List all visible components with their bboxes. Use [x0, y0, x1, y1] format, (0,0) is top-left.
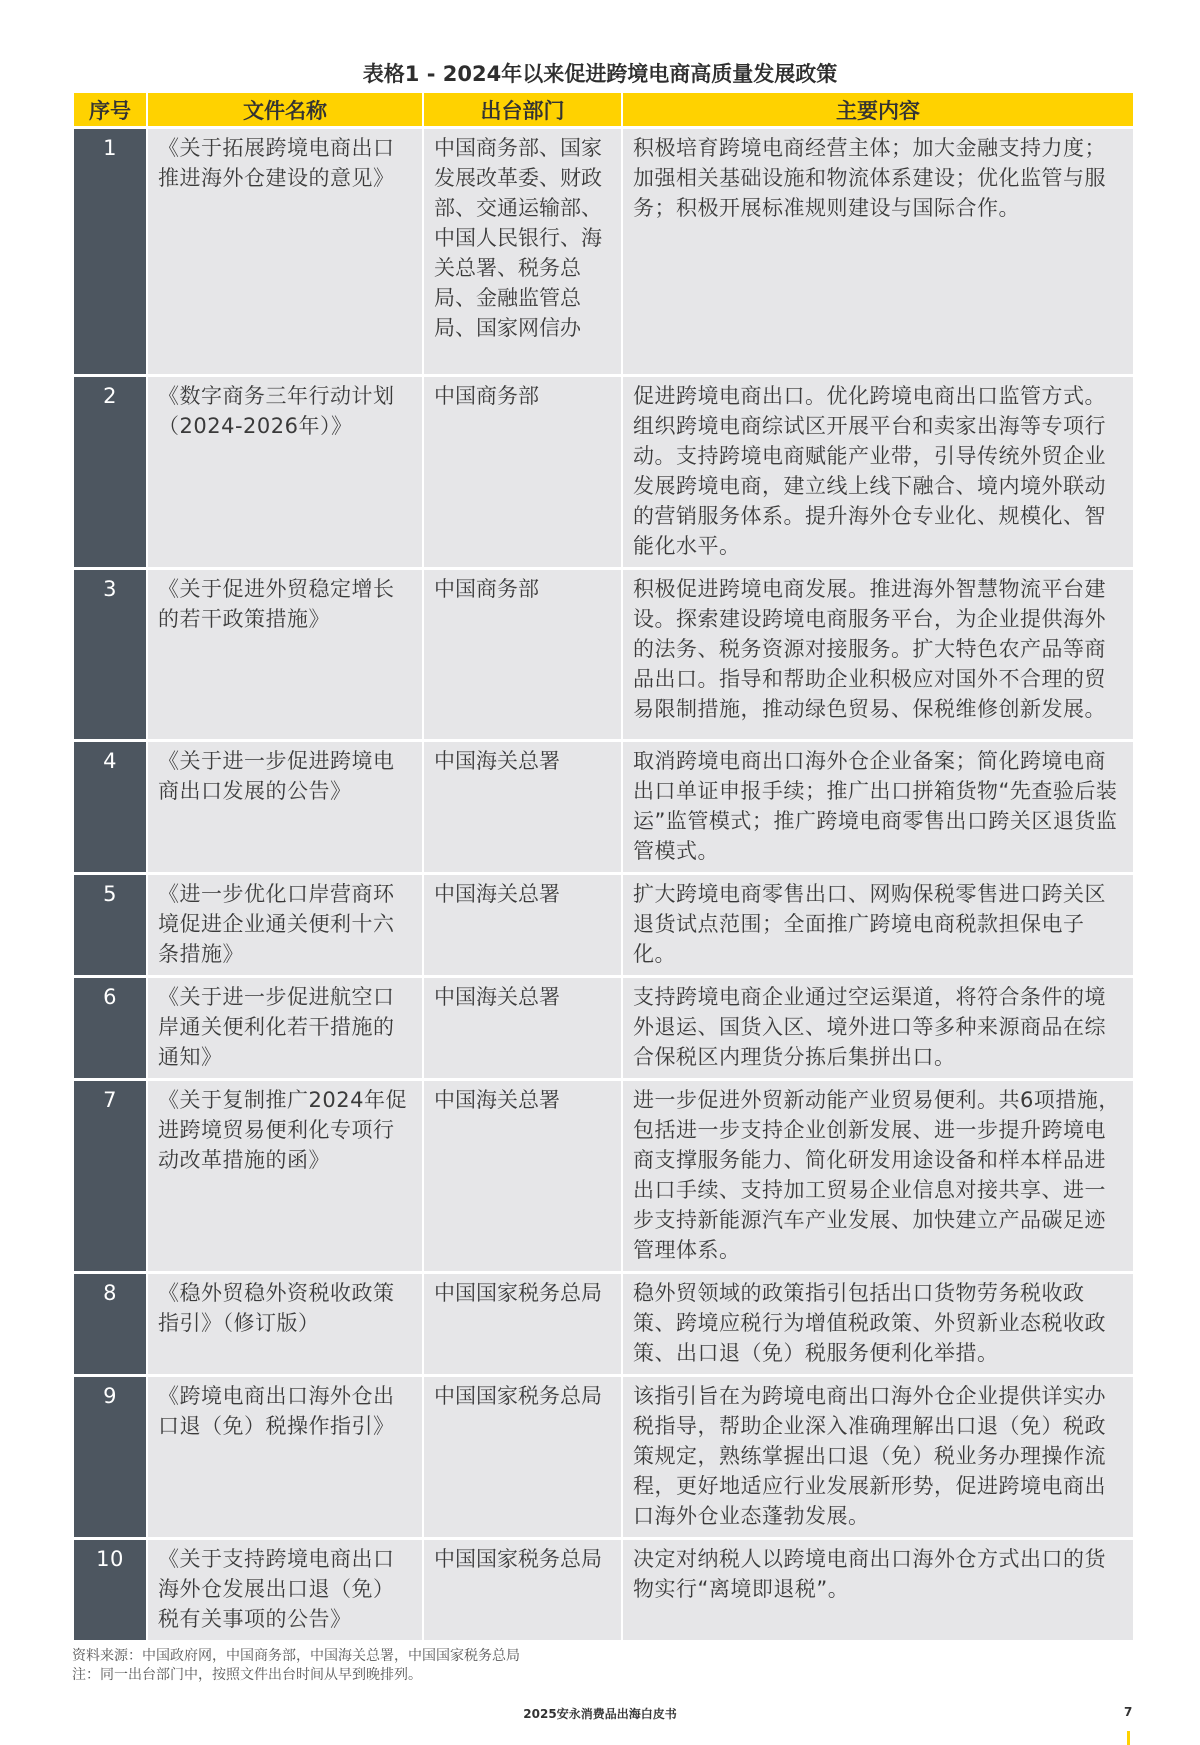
document-name: 《数字商务三年行动计划（2024-2026年）》	[147, 376, 423, 569]
department: 中国海关总署	[423, 741, 622, 874]
footer	[0, 1705, 1200, 1725]
document-name: 《跨境电商出口海外仓出口退（免）税操作指引》	[147, 1376, 423, 1539]
department: 中国商务部、国家发展改革委、财政部、交通运输部、中国人民银行、海关总署、税务总局、金融监管总局、国家网信办	[423, 128, 622, 376]
ordering-note: 注：同一出台部门中，按照文件出台时间从早到晚排列。	[72, 1667, 422, 1683]
header-number: 序号	[74, 93, 147, 128]
main-content: 进一步促进外贸新动能产业贸易便利。共6项措施，包括进一步支持企业创新发展、进一步提升跨境电商支撑服务能力、简化研发用途设备和样本样品进出口手续、支持加工贸易企业信息对接共享、进一步支持新能源汽车产业发展、加快建立产品碳足迹管理体系。	[622, 1080, 1133, 1273]
source-note: 资料来源：中国政府网，中国商务部，中国海关总署，中国国家税务总局	[72, 1648, 520, 1664]
header-department: 出台部门	[423, 93, 622, 128]
table-row	[74, 977, 1133, 1080]
row-number: 6	[74, 977, 147, 1080]
department: 中国商务部	[423, 569, 622, 741]
table-row	[74, 1539, 1133, 1642]
row-number: 3	[74, 569, 147, 741]
main-content: 积极培育跨境电商经营主体；加大金融支持力度；加强相关基础设施和物流体系建设；优化监管与服务；积极开展标准规则建设与国际合作。	[622, 128, 1133, 376]
main-content: 该指引旨在为跨境电商出口海外仓企业提供详实办税指导，帮助企业深入准确理解出口退（免）税政策规定，熟练掌握出口退（免）税业务办理操作流程，更好地适应行业发展新形势，促进跨境电商出口海外仓业态蓬勃发展。	[622, 1376, 1133, 1539]
row-number: 2	[74, 376, 147, 569]
row-number: 8	[74, 1273, 147, 1376]
main-content: 扩大跨境电商零售出口、网购保税零售进口跨关区退货试点范围；全面推广跨境电商税款担保电子化。	[622, 874, 1133, 977]
main-content: 促进跨境电商出口。优化跨境电商出口监管方式。组织跨境电商综试区开展平台和卖家出海等专项行动。支持跨境电商赋能产业带，引导传统外贸企业发展跨境电商，建立线上线下融合、境内境外联动的营销服务体系。提升海外仓专业化、规模化、智能化水平。	[622, 376, 1133, 569]
document-name: 《进一步优化口岸营商环境促进企业通关便利十六条措施》	[147, 874, 423, 977]
department: 中国海关总署	[423, 977, 622, 1080]
table-header-row	[74, 93, 1133, 128]
main-content: 决定对纳税人以跨境电商出口海外仓方式出口的货物实行“离境即退税”。	[622, 1539, 1133, 1642]
table-row	[74, 741, 1133, 874]
main-content: 支持跨境电商企业通过空运渠道，将符合条件的境外退运、国货入区、境外进口等多种来源商品在综合保税区内理货分拣后集拼出口。	[622, 977, 1133, 1080]
row-number: 5	[74, 874, 147, 977]
table-row	[74, 1273, 1133, 1376]
main-content: 积极促进跨境电商发展。推进海外智慧物流平台建设。探索建设跨境电商服务平台，为企业提供海外的法务、税务资源对接服务。扩大特色农产品等商品出口。指导和帮助企业积极应对国外不合理的贸易限制措施，推动绿色贸易、保税维修创新发展。	[622, 569, 1133, 741]
department: 中国国家税务总局	[423, 1539, 622, 1642]
document-name: 《关于进一步促进航空口岸通关便利化若干措施的通知》	[147, 977, 423, 1080]
department: 中国海关总署	[423, 874, 622, 977]
table-row	[74, 569, 1133, 741]
accent-bar	[1127, 1731, 1130, 1745]
table-row	[74, 376, 1133, 569]
header-document-name: 文件名称	[147, 93, 423, 128]
document-name: 《关于复制推广2024年促进跨境贸易便利化专项行动改革措施的函》	[147, 1080, 423, 1273]
row-number: 1	[74, 128, 147, 376]
table-row	[74, 1376, 1133, 1539]
department: 中国商务部	[423, 376, 622, 569]
row-number: 7	[74, 1080, 147, 1273]
document-name: 《稳外贸稳外资税收政策指引》（修订版）	[147, 1273, 423, 1376]
table-row	[74, 128, 1133, 376]
footer-title: 2025安永消费品出海白皮书	[523, 1707, 677, 1721]
document-name: 《关于拓展跨境电商出口推进海外仓建设的意见》	[147, 128, 423, 376]
table-title: 表格1 - 2024年以来促进跨境电商高质量发展政策	[362, 62, 838, 86]
document-name: 《关于进一步促进跨境电商出口发展的公告》	[147, 741, 423, 874]
notes	[72, 1647, 1200, 1685]
header-content: 主要内容	[622, 93, 1133, 128]
department: 中国海关总署	[423, 1080, 622, 1273]
department: 中国国家税务总局	[423, 1273, 622, 1376]
main-content: 取消跨境电商出口海外仓企业备案；简化跨境电商出口单证申报手续；推广出口拼箱货物“先查验后装运”监管模式；推广跨境电商零售出口跨关区退货监管模式。	[622, 741, 1133, 874]
table-row	[74, 874, 1133, 977]
document-name: 《关于支持跨境电商出口海外仓发展出口退（免）税有关事项的公告》	[147, 1539, 423, 1642]
row-number: 10	[74, 1539, 147, 1642]
department: 中国国家税务总局	[423, 1376, 622, 1539]
page-number: 7	[1124, 1705, 1133, 1719]
row-number: 4	[74, 741, 147, 874]
main-content: 稳外贸领域的政策指引包括出口货物劳务税收政策、跨境应税行为增值税政策、外贸新业态税收政策、出口退（免）税服务便利化举措。	[622, 1273, 1133, 1376]
document-name: 《关于促进外贸稳定增长的若干政策措施》	[147, 569, 423, 741]
row-number: 9	[74, 1376, 147, 1539]
policy-table	[74, 93, 1133, 1643]
table-row	[74, 1080, 1133, 1273]
